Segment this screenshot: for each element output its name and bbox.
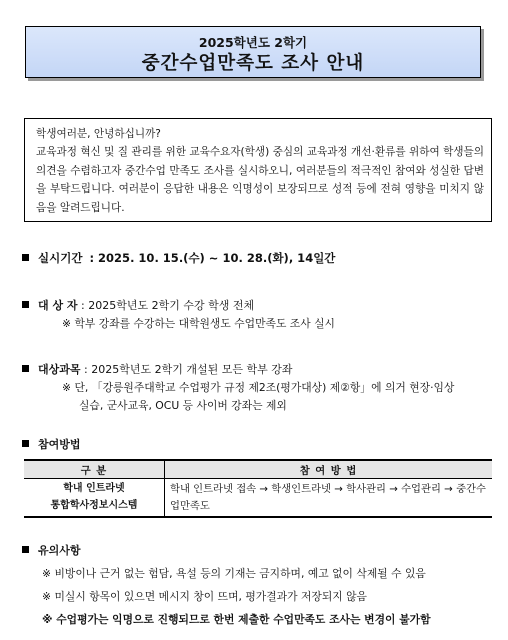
document-title: 중간수업만족도 조사 안내 [141, 53, 365, 74]
caution-label: 유의사항 [38, 544, 81, 557]
target-value: : 2025학년도 2학기 수강 학생 전체 [81, 299, 255, 312]
bullet-square-icon [22, 440, 29, 447]
method-table [24, 459, 492, 518]
col1-header: 구 분 [24, 460, 165, 479]
intro-body: 교육과정 혁신 및 질 관리를 위한 교육수요자(학생) 중심의 교육과정 개선·환류를 위하여 학생들의 의견을 수렴하고자 중간수업 만족도 조사를 실시하오니, 여러분들의 적극적인 참여와 성실한 답변을 부탁드립니다. 여러분이 응답한 내용은 익명성이 보장되므로 성적 등에 전혀 영향을 미치지 않음을 알려드립니다. [36, 146, 484, 214]
method-category [24, 479, 165, 518]
target-section [22, 297, 254, 313]
intro-greeting: 학생여러분, 안녕하십니까? [36, 128, 161, 140]
courses-note-line1: ※ 단, 「강릉원주대학교 수업평가 규정 제2조(평가대상) 제②항」에 의거 현장·임상 [62, 381, 455, 394]
document-subtitle: 2025학년도 2학기 [198, 35, 308, 50]
target-label: 대 상 자 [38, 299, 78, 312]
target-note: ※ 학부 강좌를 수강하는 대학원생도 수업만족도 조사 실시 [62, 317, 335, 330]
period-value: : 2025. 10. 15.(수) ~ 10. 28.(화), 14일간 [89, 251, 336, 265]
courses-section [22, 361, 292, 377]
title-box [25, 26, 481, 78]
method-label: 참여방법 [38, 438, 81, 451]
caution-item: ※ 비방이나 근거 없는 험담, 욕설 등의 기재는 금지하며, 예고 없이 삭제될 수 있음 [42, 567, 426, 580]
method-category-line1: 학내 인트라넷 [63, 483, 125, 494]
courses-label: 대상과목 [38, 363, 81, 376]
table-header-row [24, 460, 492, 479]
caution-item: ※ 수업평가는 익명으로 진행되므로 한번 제출한 수업만족도 조사는 변경이 불가함 [42, 613, 431, 626]
method-category-line2: 통합학사정보시스템 [50, 499, 138, 511]
bullet-square-icon [22, 301, 29, 308]
bullet-square-icon [22, 365, 29, 372]
caution-section [22, 542, 81, 558]
period-label: 실시기간 [38, 251, 83, 265]
courses-value: : 2025학년도 2학기 개설된 모든 학부 강좌 [84, 363, 293, 376]
table-row [24, 479, 492, 518]
caution-item: ※ 미실시 항목이 있으면 메시지 창이 뜨며, 평가결과가 저장되지 않음 [42, 590, 367, 603]
courses-note-line2: 실습, 군사교육, OCU 등 사이버 강좌는 제외 [79, 399, 287, 412]
method-path: 학내 인트라넷 접속 → 학생인트라넷 → 학사관리 → 수업관리 → 중간수업만족도 [165, 479, 493, 518]
bullet-square-icon [22, 254, 29, 261]
intro-box [24, 118, 492, 222]
col2-header: 참 여 방 법 [165, 460, 493, 479]
period-section [22, 250, 335, 266]
method-section [22, 436, 81, 452]
bullet-square-icon [22, 546, 29, 553]
